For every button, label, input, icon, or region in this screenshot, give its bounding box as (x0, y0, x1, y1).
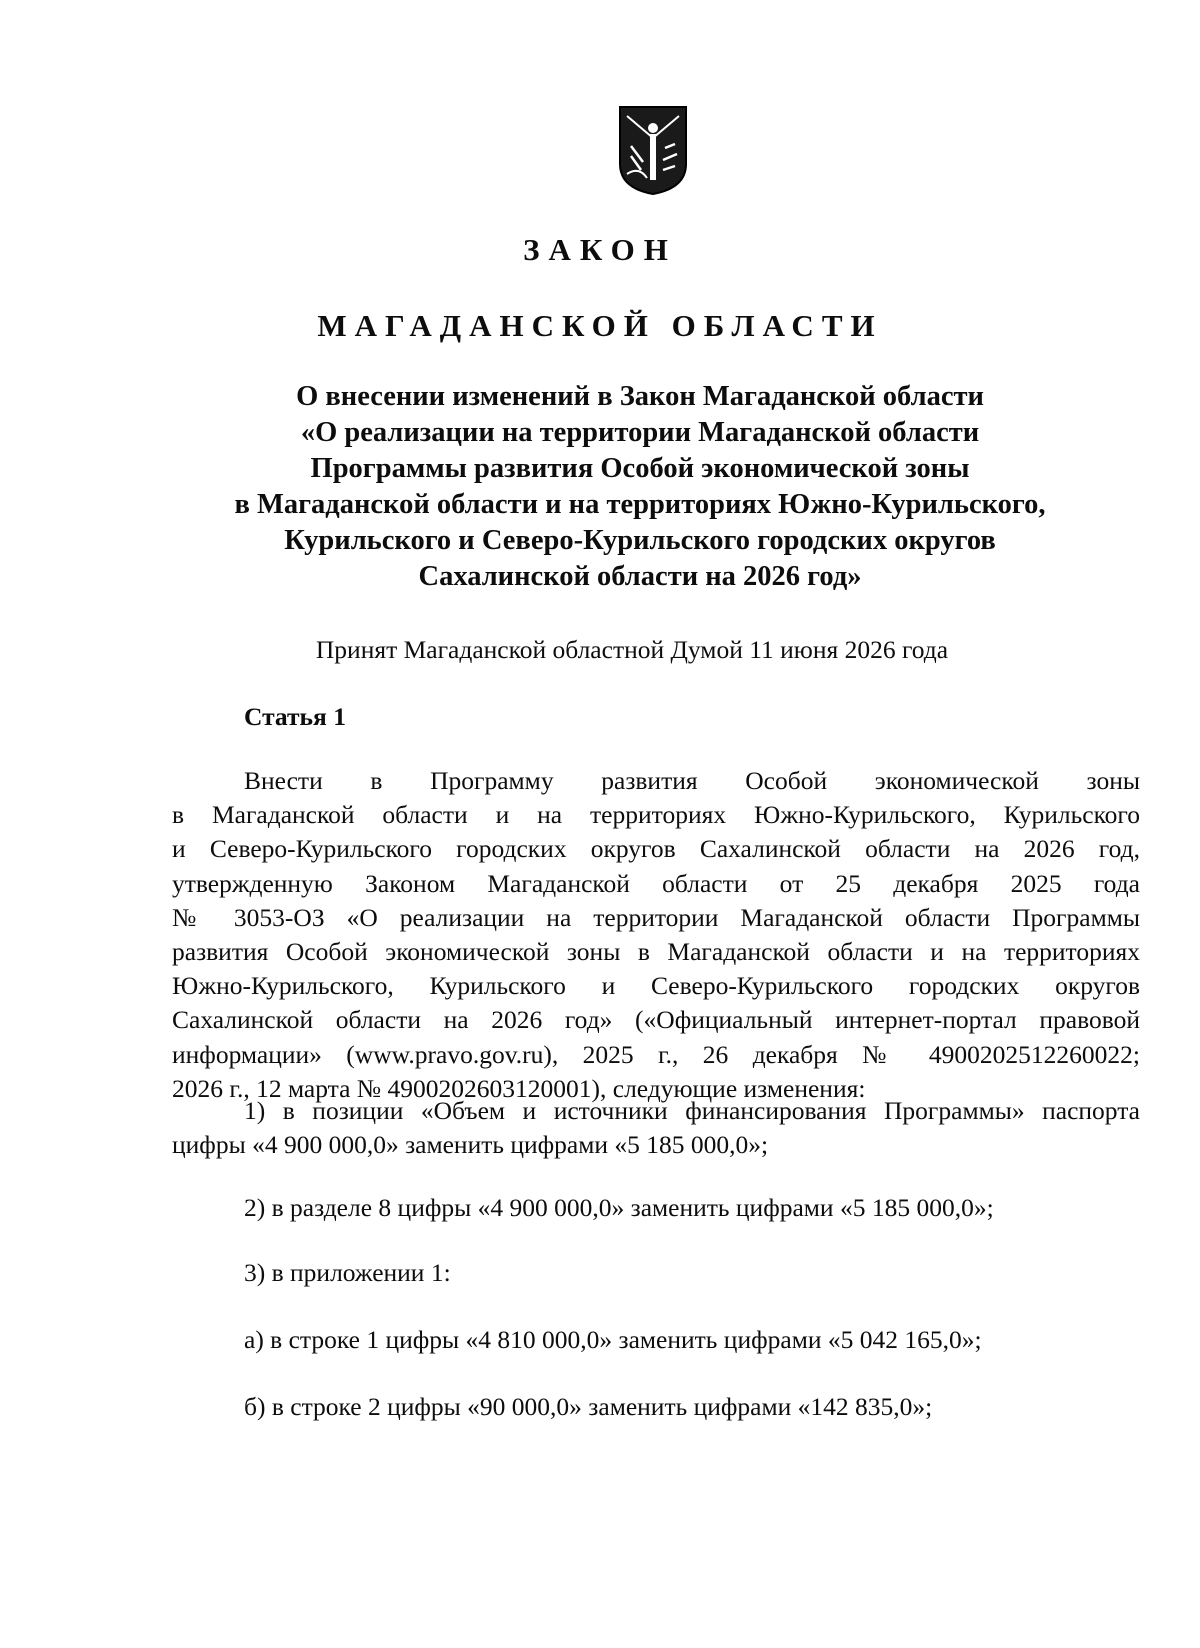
amendment-item-2: 2) в разделе 8 цифры «4 900 000,0» заменить цифрами «5 185 000,0»; (244, 1193, 994, 1222)
amendment-item-3b: б) в строке 2 цифры «90 000,0» заменить цифрами «142 835,0»; (244, 1392, 933, 1421)
paragraph-line: Сахалинской области на 2026 год» («Официальный интернет-портал правовой (172, 1005, 1140, 1035)
document-title (160, 379, 1120, 595)
document-title-line: Сахалинской области на 2026 год» (418, 561, 862, 592)
document-title-line: в Магаданской области и на территориях Южно-Курильского, (234, 489, 1046, 520)
paragraph-line: Южно-Курильского, Курильского и Северо-Курильского городских округов (172, 971, 1140, 1001)
paragraph-line: № 3053-ОЗ «О реализации на территории Магаданской области Программы (172, 902, 1140, 932)
item-line: 1) в позиции «Объем и источники финансирования Программы» паспорта (244, 1096, 1140, 1125)
document-title-line: Курильского и Северо-Курильского городских округов (284, 525, 996, 556)
amendment-item-1 (172, 1094, 1140, 1162)
article-heading: Статья 1 (244, 702, 346, 731)
article-paragraph (172, 764, 1140, 1106)
paragraph-line: информации» (www.pravo.gov.ru), 2025 г., 26 декабря № 4900202512260022; (172, 1039, 1140, 1069)
law-title: ЗАКОН (523, 232, 677, 267)
coat-of-arms-icon (617, 104, 689, 196)
paragraph-line: утвержденную Законом Магаданской области от 25 декабря 2025 года (172, 868, 1140, 898)
document-title-line: Программы развития Особой экономической зоны (310, 453, 970, 484)
paragraph-line: и Северо-Курильского городских округов Сахалинской области на 2026 год, (172, 834, 1140, 864)
paragraph-line: 2026 г., 12 марта № 4900202603120001), следующие изменения: (172, 1073, 866, 1103)
amendment-item-3a: а) в строке 1 цифры «4 810 000,0» заменить цифрами «5 042 165,0»; (244, 1325, 982, 1354)
document-title-line: О внесении изменений в Закон Магаданской области (296, 381, 984, 412)
item-line: цифры «4 900 000,0» заменить цифрами «5 185 000,0»; (172, 1130, 769, 1160)
document-title-line: «О реализации на территории Магаданской области (300, 417, 980, 448)
region-title: МАГАДАНСКОЙ ОБЛАСТИ (317, 308, 883, 343)
paragraph-line: в Магаданской области и на территориях Южно-Курильского, Курильского (172, 800, 1140, 830)
paragraph-line: Внести в Программу развития Особой экономической зоны (244, 766, 1140, 795)
amendment-item-3: 3) в приложении 1: (244, 1258, 451, 1287)
adoption-line: Принят Магаданской областной Думой 11 июня 2026 года (315, 635, 949, 664)
paragraph-line: развития Особой экономической зоны в Магаданской области и на территориях (172, 936, 1140, 966)
